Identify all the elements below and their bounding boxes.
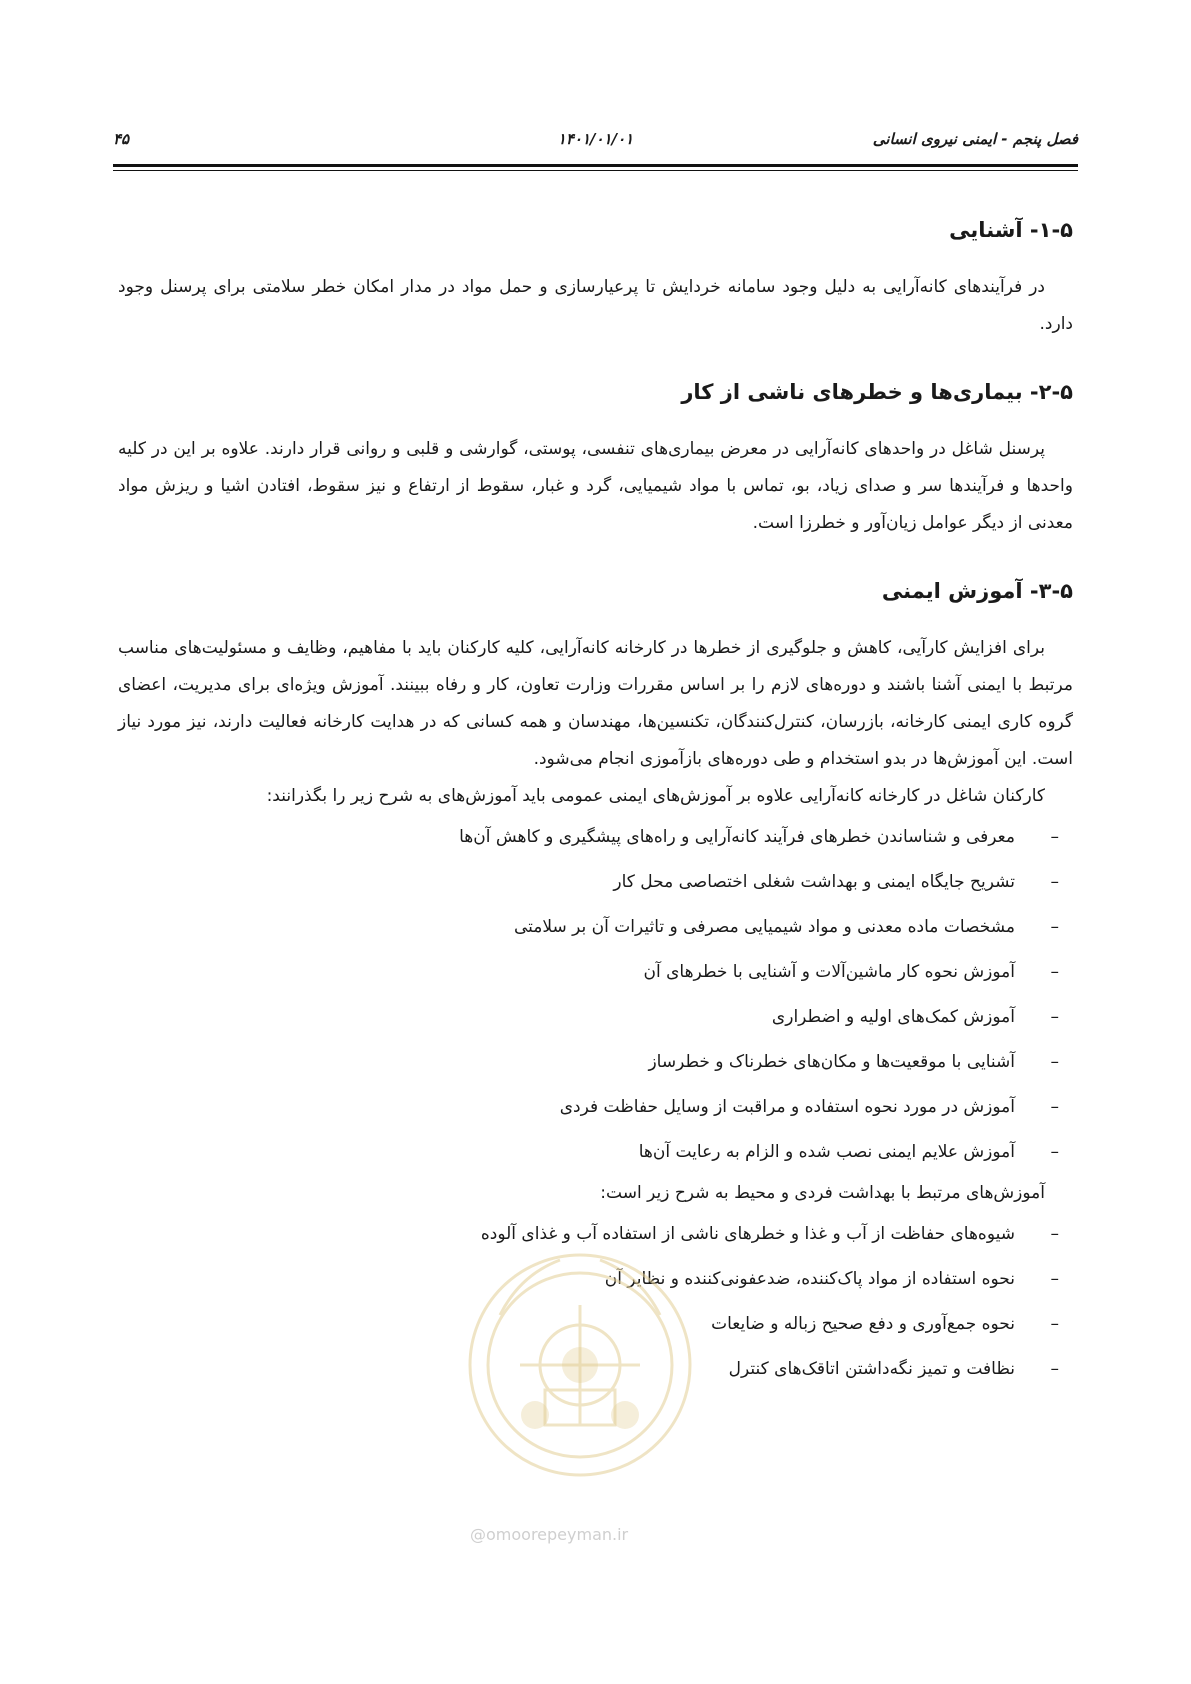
- section-paragraph: پرسنل شاغل در واحدهای کانه‌آرایی در معرض بیماری‌های تنفسی، پوستی، گوارشی و قلبی و روانی قرار دارند. علاوه بر این در کلیه واحدها و فرآیندها سر و صدای زیاد، بو، تماس با مواد شیمیایی، گرد و غبار، سقوط از ارتفاع و نیز سقوط، افتادن اشیا و ریزش مواد معدنی از دیگر عوامل زیان‌آور و خطرزا است.: [118, 439, 1073, 533]
- header-page-number: ۴۵: [113, 130, 130, 148]
- list-item-text: آموزش علایم ایمنی نصب شده و الزام به رعایت آن‌ها: [638, 1142, 1015, 1162]
- list-item: [118, 1347, 1073, 1392]
- dash-bullet-icon: –: [1050, 1097, 1059, 1117]
- list-item-text: نحوه استفاده از مواد پاک‌کننده، ضدعفونی‌کننده و نظایر آن: [604, 1269, 1015, 1289]
- dash-bullet-icon: –: [1050, 1007, 1059, 1027]
- list-item-text: آموزش نحوه کار ماشین‌آلات و آشنایی با خطرهای آن: [643, 962, 1015, 982]
- list-intro: آموزش‌های مرتبط با بهداشت فردی و محیط به شرح زیر است:: [600, 1183, 1045, 1203]
- list-intro: کارکنان شاغل در کارخانه کانه‌آرایی علاوه بر آموزش‌های ایمنی عمومی باید آموزش‌های به شرح زیر را بگذرانند:: [266, 786, 1045, 806]
- section-heading: ۱-۵- آشنایی: [949, 218, 1073, 242]
- section-safety-training: [118, 576, 1073, 1392]
- section-heading: ۳-۵- آموزش ایمنی: [881, 579, 1073, 603]
- list-item-text: معرفی و شناساندن خطرهای فرآیند کانه‌آرایی و راه‌های پیشگیری و کاهش آن‌ها: [459, 827, 1015, 847]
- header-chapter-title: فصل پنجم - ایمنی نیروی انسانی: [872, 130, 1078, 148]
- dash-bullet-icon: –: [1050, 1359, 1059, 1379]
- list-item: [118, 950, 1073, 995]
- list-item-text: تشریح جایگاه ایمنی و بهداشت شغلی اختصاصی محل کار: [613, 872, 1015, 892]
- running-header: [113, 130, 1078, 156]
- section-paragraph: برای افزایش کارآیی، کاهش و جلوگیری از خطرها در کارخانه کانه‌آرایی، کلیه کارکنان باید با مفاهیم، وظایف و مسئولیت‌های مناسب مرتبط با ایمنی آشنا باشند و دوره‌های لازم را بر اساس مقررات وزارت تعاون، کار و رفاه ببینند. آموزش ویژه‌ای برای مدیریت، اعضای گروه کاری ایمنی کارخانه، بازرسان، کنترل‌کنندگان، تکنسین‌ها، مهندسان و همه کسانی که در هدایت کارخانه فعالیت دارند، نیز مورد نیاز است. این آموزش‌ها در بدو استخدام و طی دوره‌های بازآموزی انجام می‌شود.: [118, 638, 1073, 769]
- list-item: [118, 815, 1073, 860]
- section-heading: ۲-۵- بیماری‌ها و خطرهای ناشی از کار: [681, 380, 1073, 404]
- dash-bullet-icon: –: [1050, 872, 1059, 892]
- list-item: [118, 1130, 1073, 1175]
- list-item-text: مشخصات ماده معدنی و مواد شیمیایی مصرفی و تاثیرات آن بر سلامتی: [513, 917, 1015, 937]
- header-rule: [113, 164, 1078, 167]
- dash-bullet-icon: –: [1050, 1224, 1059, 1244]
- list-item-text: آموزش کمک‌های اولیه و اضطراری: [771, 1007, 1015, 1027]
- dash-bullet-icon: –: [1050, 917, 1059, 937]
- list-item-text: نظافت و تمیز نگه‌داشتن اتاقک‌های کنترل: [728, 1359, 1015, 1379]
- list-item: [118, 1212, 1073, 1257]
- dash-bullet-icon: –: [1050, 1314, 1059, 1334]
- list-item-text: آموزش در مورد نحوه استفاده و مراقبت از وسایل حفاظت فردی: [559, 1097, 1015, 1117]
- dash-bullet-icon: –: [1050, 962, 1059, 982]
- dash-bullet-icon: –: [1050, 1269, 1059, 1289]
- header-date: ۱۴۰۱/۰۱/۰۱: [557, 130, 634, 148]
- list-item: [118, 1302, 1073, 1347]
- section-occupational-hazards: [118, 377, 1073, 542]
- section-introduction: [118, 215, 1073, 343]
- list-item: [118, 905, 1073, 950]
- list-item-text: شیوه‌های حفاظت از آب و غذا و خطرهای ناشی از استفاده آب و غذای آلوده: [480, 1224, 1015, 1244]
- list-item: [118, 860, 1073, 905]
- page-body: [118, 215, 1073, 1392]
- list-item-text: آشنایی با موقعیت‌ها و مکان‌های خطرناک و خطرساز: [648, 1052, 1015, 1072]
- dash-bullet-icon: –: [1050, 1052, 1059, 1072]
- hygiene-topics-list: [118, 1212, 1073, 1392]
- watermark-text: @omoorepeyman.ir: [470, 1525, 629, 1544]
- dash-bullet-icon: –: [1050, 827, 1059, 847]
- training-topics-list: [118, 815, 1073, 1175]
- list-item: [118, 1040, 1073, 1085]
- section-paragraph: در فرآیندهای کانه‌آرایی به دلیل وجود سامانه خردایش تا پرعیارسازی و حمل مواد در مدار امکان خطر سلامتی برای پرسنل وجود دارد.: [118, 277, 1073, 334]
- list-item: [118, 995, 1073, 1040]
- list-item-text: نحوه جمع‌آوری و دفع صحیح زباله و ضایعات: [711, 1314, 1015, 1334]
- list-item: [118, 1085, 1073, 1130]
- dash-bullet-icon: –: [1050, 1142, 1059, 1162]
- list-item: [118, 1257, 1073, 1302]
